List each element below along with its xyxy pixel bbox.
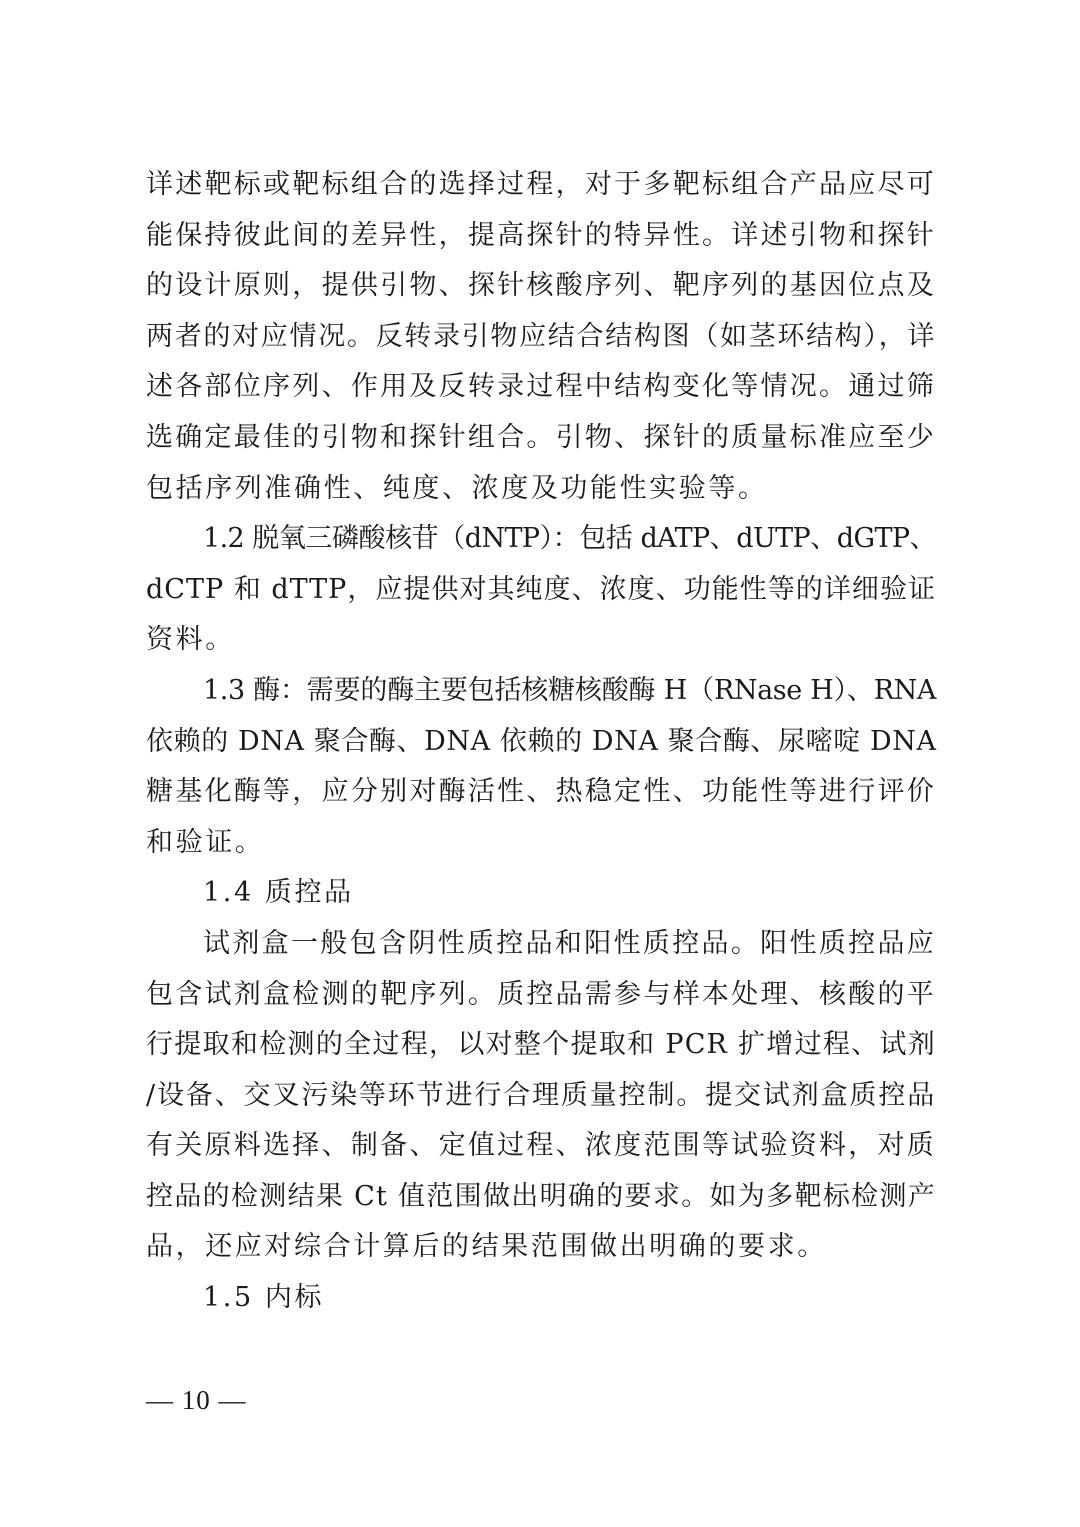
text-line: 包括序列准确性、纯度、浓度及功能性实验等。 (146, 472, 768, 504)
text-line: 能保持彼此间的差异性，提高探针的特异性。详述引物和探针 (146, 219, 936, 251)
text-line: 的设计原则，提供引物、探针核酸序列、靶序列的基因位点及 (146, 270, 936, 302)
text-line: 详述靶标或靶标组合的选择过程，对于多靶标组合产品应尽可 (146, 169, 936, 200)
section-heading-1-2: 1.2 脱氧三磷酸核苷（dNTP）：包括 dATP、dUTP、dGTP、 (203, 523, 936, 555)
text-line: /设备、交叉污染等环节进行合理质量控制。提交试剂盒质控品 (146, 1079, 936, 1111)
page-number: — 10 — (146, 1385, 247, 1415)
text-line: 述各部位序列、作用及反转录过程中结构变化等情况。通过筛 (146, 371, 936, 403)
text-line: 试剂盒一般包含阴性质控品和阳性质控品。阳性质控品应 (203, 927, 936, 959)
text-line: 和验证。 (146, 826, 265, 858)
text-line: 依赖的 DNA 聚合酶、DNA 依赖的 DNA 聚合酶、尿嘧啶 DNA (146, 725, 937, 757)
text-line: 包含试剂盒检测的靶序列。质控品需参与样本处理、核酸的平 (146, 978, 936, 1010)
text-line: 资料。 (146, 624, 235, 656)
text-line: 行提取和检测的全过程，以对整个提取和 PCR 扩增过程、试剂 (146, 1029, 936, 1061)
text-line: 选确定最佳的引物和探针组合。引物、探针的质量标准应至少 (146, 421, 936, 453)
text-line: 有关原料选择、制备、定值过程、浓度范围等试验资料，对质 (146, 1130, 936, 1162)
text-line: 控品的检测结果 Ct 值范围做出明确的要求。如为多靶标检测产 (146, 1180, 936, 1212)
text-line: dCTP 和 dTTP，应提供对其纯度、浓度、功能性等的详细验证 (146, 573, 936, 605)
text-line: 品，还应对综合计算后的结果范围做出明确的要求。 (146, 1231, 827, 1263)
section-heading-1-5: 1.5 内标 (203, 1282, 325, 1314)
text-line: 糖基化酶等，应分别对酶活性、热稳定性、功能性等进行评价 (146, 776, 936, 808)
text-line: 两者的对应情况。反转录引物应结合结构图（如茎环结构），详 (146, 320, 936, 352)
document-body (146, 160, 936, 1324)
section-heading-1-3: 1.3 酶：需要的酶主要包括核糖核酸酶 H（RNase H）、RNA (203, 674, 936, 706)
section-heading-1-4: 1.4 质控品 (203, 877, 354, 909)
